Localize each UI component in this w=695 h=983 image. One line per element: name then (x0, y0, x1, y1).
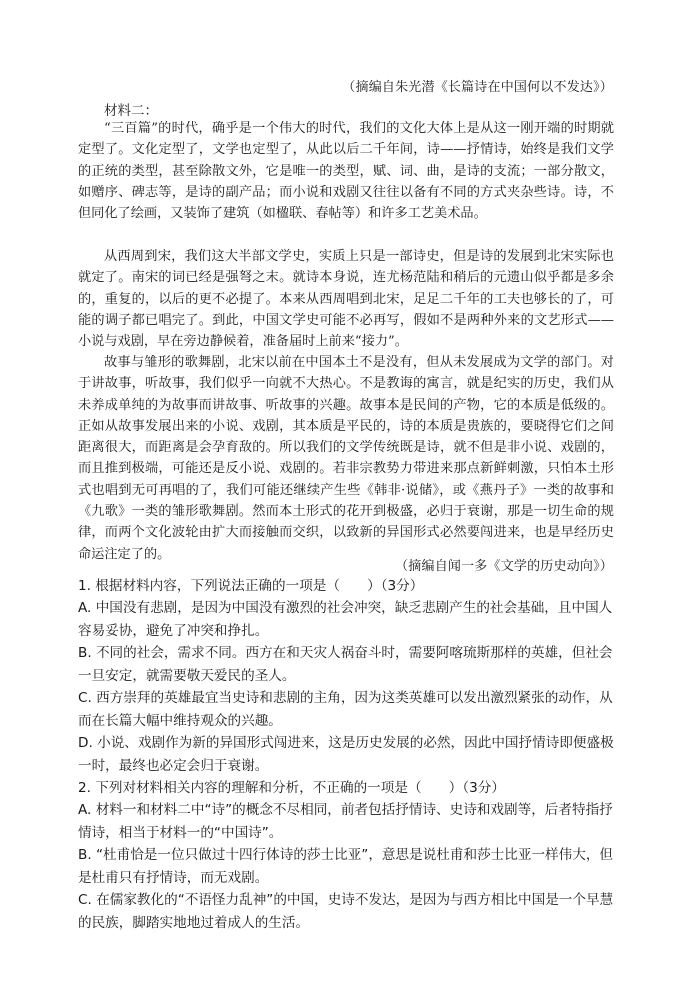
question-2-option-c: C. 在儒家教化的“不语怪力乱神”的中国，史诗不发达，是因为与西方相比中国是一个早慧的民族，脚踏实地地过着成人的生活。 (78, 892, 614, 931)
material2-paragraph-3: 故事与雏形的歌舞剧，北宋以前在中国本土不是没有，但从未发展成为文学的部门。对于讲故事，听故事，我们似乎一向就不大热心。不是教诲的寓言，就是纪实的历史，我们从未养成单纯的为故事而讲故事、听故事的兴趣。故事本是民间的产物，它的本质是低级的。正如从故事发展出来的小说、戏剧，其本质是平民的，诗的本质是贵族的，要晓得它们之间距离很大，而距离是会孕育敌的。所以我们的文学传统既是诗，就不但是非小说、戏剧的，而且推到极端，可能还是反小说、戏剧的。若非宗教势力带进来那点新鲜刺激，只怕本土形式也唱到无可再唱的了，我们可能还继续产生些《韩非·说储》，或《燕丹子》一类的故事和《九歌》一类的雏形歌舞剧。然而本土形式的花开到极盛，必归于衰谢，那是一切生命的规律，而两个文化波轮由扩大而接触而交织，以致新的异国形式必然要闯进来，也是早经历史命运注定了的。 (78, 355, 614, 562)
question-1-option-d: D. 小说、戏剧作为新的异国形式闯进来，这是历史发展的必然，因此中国抒情诗即便盛极一时，最终也必定会归于衰谢。 (78, 735, 614, 774)
material2-paragraph-1: “三百篇”的时代，确乎是一个伟大的时代，我们的文化大体上是从这一刚开端的时期就定型了。文化定型了，文学也定型了，从此以后二千年间，诗——抒情诗，始终是我们文学的正统的类型，甚至除散文外，它是唯一的类型，赋、词、曲，是诗的支流；一部分散文，如赠序、碑志等，是诗的副产品；而小说和戏剧又往往以备有不同的方式夹杂些诗。诗，不但同化了绘画，又装饰了建筑（如楹联、春帖等）和许多工艺美术品。 (78, 121, 614, 222)
material2-heading: 材料二： (104, 103, 158, 119)
question-1-stem: 1. 根据材料内容，下列说法正确的一项是（ ）（3分） (78, 578, 424, 594)
question-2-option-a: A. 材料一和材料二中“诗”的概念不尽相同，前者包括抒情诗、史诗和戏剧等，后者特指抒情诗，相当于材料一的“中国诗”。 (78, 802, 613, 841)
material1-source: （摘编自朱光潜《长篇诗在中国何以不发达》） (342, 80, 613, 95)
question-2-option-b: B. “杜甫恰是一位只做过十四行体诗的莎士比亚”，意思是说杜甫和莎士比亚一样伟大，但是杜甫只有抒情诗，而无戏剧。 (78, 847, 614, 886)
question-1-option-a: A. 中国没有悲剧，是因为中国没有激烈的社会冲突，缺乏悲剧产生的社会基础，且中国人容易妥协，避免了冲突和挣扎。 (78, 600, 613, 639)
material2-paragraph-2: 从西周到宋，我们这大半部文学史，实质上只是一部诗史，但是诗的发展到北宋实际也就定了。南宋的词已经是强弩之末。就诗本身说，连尤杨范陆和稍后的元遗山似乎都是多余的，重复的，以后的更不必提了。本来从西周唱到北宋，足足二千年的工夫也够长的了，可能的调子都已唱完了。到此，中国文学史可能不必再写，假如不是两种外来的文艺形式——小说与戏剧，早在旁边静候着，准备届时上前来“接力”。 (78, 249, 614, 350)
question-1-option-b: B. 不同的社会，需求不同。西方在和天灾人祸奋斗时，需要阿喀琉斯那样的英雄，但社会一旦安定，就需要敬天爱民的圣人。 (78, 645, 613, 684)
question-1-option-c: C. 西方崇拜的英雄最宜当史诗和悲剧的主角，因为这类英雄可以发出激烈紧张的动作，从而在长篇大幅中维持观众的兴趣。 (78, 690, 613, 729)
material2-source: （摘编自闻一多《文学的历史动向》） (395, 559, 613, 574)
question-2-stem: 2. 下列对材料相关内容的理解和分析，不正确的一项是（ ）（3分） (78, 780, 505, 796)
